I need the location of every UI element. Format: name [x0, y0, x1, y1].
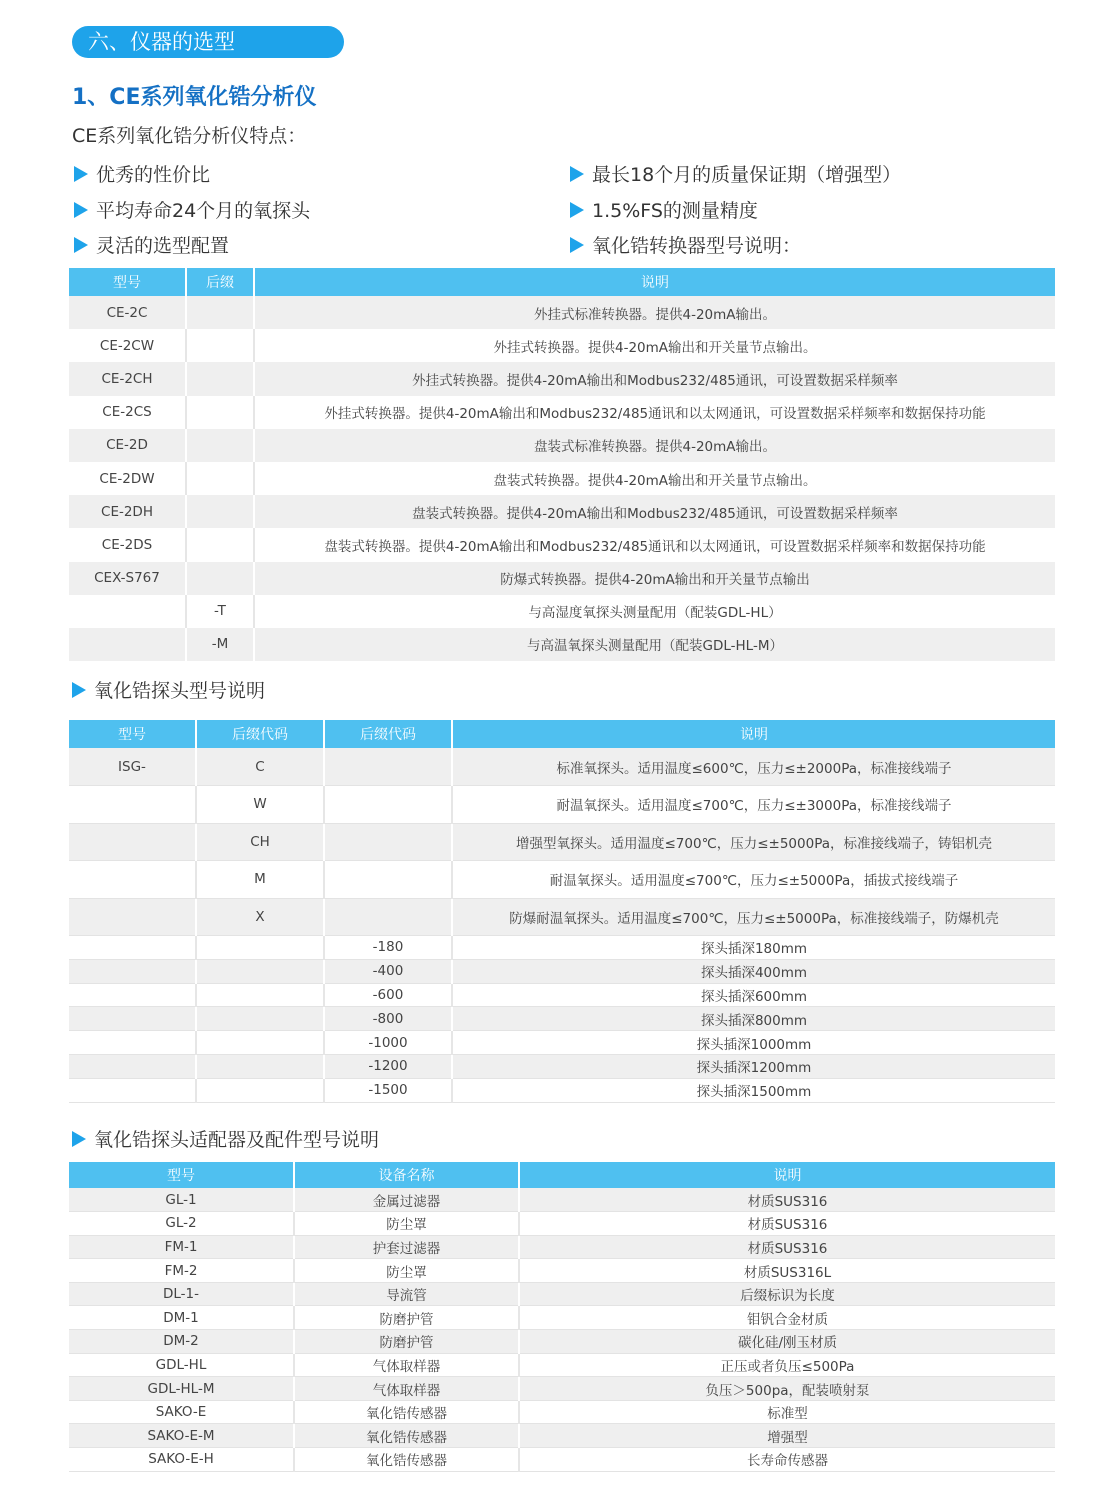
table-cell [186, 429, 254, 462]
table-cell: 材质SUS316 [519, 1212, 1055, 1236]
table-cell [196, 959, 324, 983]
feature-left-1: 优秀的性价比 [74, 160, 210, 187]
table-cell: 外挂式标准转换器。提供4-20mA输出。 [254, 296, 1055, 329]
table-row [69, 1448, 1055, 1472]
table-row [69, 748, 1055, 786]
converter-model-table [69, 268, 1055, 661]
table-cell: 后缀标识为长度 [519, 1282, 1055, 1306]
table-cell: -180 [324, 936, 452, 960]
table-row [69, 898, 1055, 936]
table-row [69, 1330, 1055, 1354]
table-header: 型号 [69, 268, 186, 296]
table-cell: 耐温氧探头。适用温度≤700℃，压力≤±5000Pa，插拔式接线端子 [452, 861, 1055, 899]
table-cell: SAKO-E [69, 1400, 294, 1424]
table-cell [186, 562, 254, 595]
table-cell: 探头插深1500mm [452, 1078, 1055, 1102]
table-header: 设备名称 [294, 1162, 519, 1188]
table-cell: 碳化硅/刚玉材质 [519, 1330, 1055, 1354]
feature-left-2: 平均寿命24个月的氧探头 [74, 196, 310, 223]
table-row [69, 1377, 1055, 1401]
table-row [69, 329, 1055, 362]
feature-left-3: 灵活的选型配置 [74, 231, 229, 258]
table-header: 后缀 [186, 268, 254, 296]
table-cell: 防磨护管 [294, 1306, 519, 1330]
table-cell: C [196, 748, 324, 786]
table-cell [196, 1031, 324, 1055]
table-header: 后缀代码 [324, 720, 452, 748]
table-cell: 氧化锆传感器 [294, 1400, 519, 1424]
table-cell [196, 1054, 324, 1078]
table-cell: 探头插深1000mm [452, 1031, 1055, 1055]
table-cell: 气体取样器 [294, 1377, 519, 1401]
table-cell: CH [196, 823, 324, 861]
table-cell [69, 1054, 196, 1078]
table-header: 说明 [254, 268, 1055, 296]
table-cell: SAKO-E-M [69, 1424, 294, 1448]
feature-right-3: 氧化锆转换器型号说明： [570, 231, 801, 258]
table-cell [196, 1078, 324, 1102]
table-cell: CE-2DS [69, 528, 186, 561]
table-cell: 探头插深800mm [452, 1007, 1055, 1031]
table-cell [69, 1007, 196, 1031]
page-heading: 1、CE系列氧化锆分析仪 [72, 85, 317, 110]
triangle-bullet-icon [74, 166, 88, 182]
table-row [69, 296, 1055, 329]
table-row [69, 1212, 1055, 1236]
table-header: 后缀代码 [196, 720, 324, 748]
table-cell: 探头插深600mm [452, 983, 1055, 1007]
table-cell [186, 329, 254, 362]
table-cell: DM-1 [69, 1306, 294, 1330]
table-cell [69, 595, 186, 628]
table-cell [196, 983, 324, 1007]
triangle-bullet-icon [74, 202, 88, 218]
triangle-bullet-icon [570, 166, 584, 182]
table-cell [69, 786, 196, 824]
table-cell [69, 959, 196, 983]
table-row [69, 936, 1055, 960]
table-cell: DL-1- [69, 1282, 294, 1306]
table-cell: 盘装式转换器。提供4-20mA输出和Modbus232/485通讯，可设置数据采样频率 [254, 495, 1055, 528]
table-cell [69, 1031, 196, 1055]
table-cell: CE-2CS [69, 396, 186, 429]
table-cell [69, 936, 196, 960]
table-row [69, 1188, 1055, 1212]
section-title-probe: 氧化锆探头型号说明 [72, 676, 265, 703]
table-cell: 钼钒合金材质 [519, 1306, 1055, 1330]
table-cell [196, 936, 324, 960]
table-row [69, 1078, 1055, 1102]
table-row [69, 528, 1055, 561]
table-cell: 增强型氧探头。适用温度≤700℃，压力≤±5000Pa，标准接线端子，铸铝机壳 [452, 823, 1055, 861]
table-cell [186, 495, 254, 528]
table-row [69, 861, 1055, 899]
table-cell: 盘装式标准转换器。提供4-20mA输出。 [254, 429, 1055, 462]
table-cell [69, 861, 196, 899]
table-cell: 防尘罩 [294, 1212, 519, 1236]
section-header-pill [72, 26, 344, 58]
table-cell: ISG- [69, 748, 196, 786]
table-cell [186, 362, 254, 395]
table-cell: DM-2 [69, 1330, 294, 1354]
triangle-bullet-icon [72, 682, 86, 698]
table-cell: M [196, 861, 324, 899]
table-row [69, 1282, 1055, 1306]
table-header: 说明 [452, 720, 1055, 748]
table-cell: 探头插深180mm [452, 936, 1055, 960]
table-cell: 耐温氧探头。适用温度≤700℃，压力≤±3000Pa，标准接线端子 [452, 786, 1055, 824]
table-cell [186, 462, 254, 495]
feature-right-2: 1.5%FS的测量精度 [570, 196, 758, 223]
table-row [69, 1235, 1055, 1259]
accessory-model-table [69, 1162, 1055, 1472]
table-cell: -T [186, 595, 254, 628]
table-row [69, 959, 1055, 983]
table-cell [186, 396, 254, 429]
features-subtitle: CE系列氧化锆分析仪特点： [72, 125, 307, 147]
table-cell: 标准氧探头。适用温度≤600℃，压力≤±2000Pa，标准接线端子 [452, 748, 1055, 786]
table-cell: 负压＞500pa，配装喷射泵 [519, 1377, 1055, 1401]
table-cell: 气体取样器 [294, 1353, 519, 1377]
table-cell: 长寿命传感器 [519, 1448, 1055, 1472]
triangle-bullet-icon [570, 202, 584, 218]
table-cell: -600 [324, 983, 452, 1007]
table-row [69, 462, 1055, 495]
table-cell: CE-2DH [69, 495, 186, 528]
table-cell: GL-2 [69, 1212, 294, 1236]
triangle-bullet-icon [72, 1131, 86, 1147]
table-row [69, 983, 1055, 1007]
table-cell: CE-2DW [69, 462, 186, 495]
table-cell: 正压或者负压≤500Pa [519, 1353, 1055, 1377]
table-cell [69, 983, 196, 1007]
table-cell: 标准型 [519, 1400, 1055, 1424]
table-cell: 材质SUS316 [519, 1188, 1055, 1212]
table-cell: 防尘罩 [294, 1259, 519, 1283]
probe-model-table [69, 720, 1055, 1103]
table-row [69, 1031, 1055, 1055]
triangle-bullet-icon [570, 237, 584, 253]
table-cell [324, 786, 452, 824]
table-cell: -1000 [324, 1031, 452, 1055]
table-cell: FM-2 [69, 1259, 294, 1283]
table-cell: 增强型 [519, 1424, 1055, 1448]
table-cell: GDL-HL-M [69, 1377, 294, 1401]
table-row [69, 786, 1055, 824]
table-row [69, 429, 1055, 462]
table-row [69, 1054, 1055, 1078]
table-row [69, 595, 1055, 628]
table-cell: 盘装式转换器。提供4-20mA输出和开关量节点输出。 [254, 462, 1055, 495]
table-cell: 防爆式转换器。提供4-20mA输出和开关量节点输出 [254, 562, 1055, 595]
table-row [69, 1400, 1055, 1424]
table-row [69, 1259, 1055, 1283]
section-header-text: 六、仪器的选型 [88, 30, 235, 54]
table-row [69, 1424, 1055, 1448]
feature-right-1: 最长18个月的质量保证期（增强型） [570, 160, 901, 187]
table-cell: CE-2D [69, 429, 186, 462]
table-cell [186, 296, 254, 329]
table-cell: 防爆耐温氧探头。适用温度≤700℃，压力≤±5000Pa，标准接线端子，防爆机壳 [452, 898, 1055, 936]
table-row [69, 628, 1055, 661]
table-cell [69, 898, 196, 936]
table-row [69, 396, 1055, 429]
table-cell: 探头插深1200mm [452, 1054, 1055, 1078]
table-cell: 探头插深400mm [452, 959, 1055, 983]
table-cell: 外挂式转换器。提供4-20mA输出和Modbus232/485通讯，可设置数据采样频率 [254, 362, 1055, 395]
table-cell: -1200 [324, 1054, 452, 1078]
section-title-accessories: 氧化锆探头适配器及配件型号说明 [72, 1125, 379, 1152]
table-cell: GDL-HL [69, 1353, 294, 1377]
table-cell: CEX-S767 [69, 562, 186, 595]
table-cell [324, 898, 452, 936]
table-cell: -800 [324, 1007, 452, 1031]
table-cell [324, 748, 452, 786]
table-cell [69, 823, 196, 861]
table-row [69, 1306, 1055, 1330]
table-header: 说明 [519, 1162, 1055, 1188]
table-cell: SAKO-E-H [69, 1448, 294, 1472]
table-cell: -M [186, 628, 254, 661]
table-row [69, 562, 1055, 595]
table-cell [324, 823, 452, 861]
table-cell: CE-2CW [69, 329, 186, 362]
table-cell: 外挂式转换器。提供4-20mA输出和开关量节点输出。 [254, 329, 1055, 362]
table-header: 型号 [69, 720, 196, 748]
table-cell: FM-1 [69, 1235, 294, 1259]
table-row [69, 362, 1055, 395]
table-cell [186, 528, 254, 561]
table-cell: 盘装式转换器。提供4-20mA输出和Modbus232/485通讯和以太网通讯，可设置数据采样频率和数据保持功能 [254, 528, 1055, 561]
table-row [69, 495, 1055, 528]
table-cell [69, 628, 186, 661]
table-cell: 防磨护管 [294, 1330, 519, 1354]
table-row [69, 1353, 1055, 1377]
table-cell: 外挂式转换器。提供4-20mA输出和Modbus232/485通讯和以太网通讯，可设置数据采样频率和数据保持功能 [254, 396, 1055, 429]
table-cell: 与高湿度氧探头测量配用（配装GDL-HL） [254, 595, 1055, 628]
table-cell: 材质SUS316 [519, 1235, 1055, 1259]
table-cell: W [196, 786, 324, 824]
table-cell: CE-2CH [69, 362, 186, 395]
triangle-bullet-icon [74, 237, 88, 253]
table-cell [69, 1078, 196, 1102]
table-cell: 与高温氧探头测量配用（配装GDL-HL-M） [254, 628, 1055, 661]
table-cell: 材质SUS316L [519, 1259, 1055, 1283]
table-cell: 氧化锆传感器 [294, 1448, 519, 1472]
table-header: 型号 [69, 1162, 294, 1188]
table-cell: -400 [324, 959, 452, 983]
table-cell: X [196, 898, 324, 936]
table-cell: 导流管 [294, 1282, 519, 1306]
table-cell: CE-2C [69, 296, 186, 329]
table-cell: -1500 [324, 1078, 452, 1102]
table-cell: 氧化锆传感器 [294, 1424, 519, 1448]
table-row [69, 1007, 1055, 1031]
table-cell: GL-1 [69, 1188, 294, 1212]
table-row [69, 823, 1055, 861]
table-cell: 金属过滤器 [294, 1188, 519, 1212]
table-cell [196, 1007, 324, 1031]
table-cell [324, 861, 452, 899]
table-cell: 护套过滤器 [294, 1235, 519, 1259]
